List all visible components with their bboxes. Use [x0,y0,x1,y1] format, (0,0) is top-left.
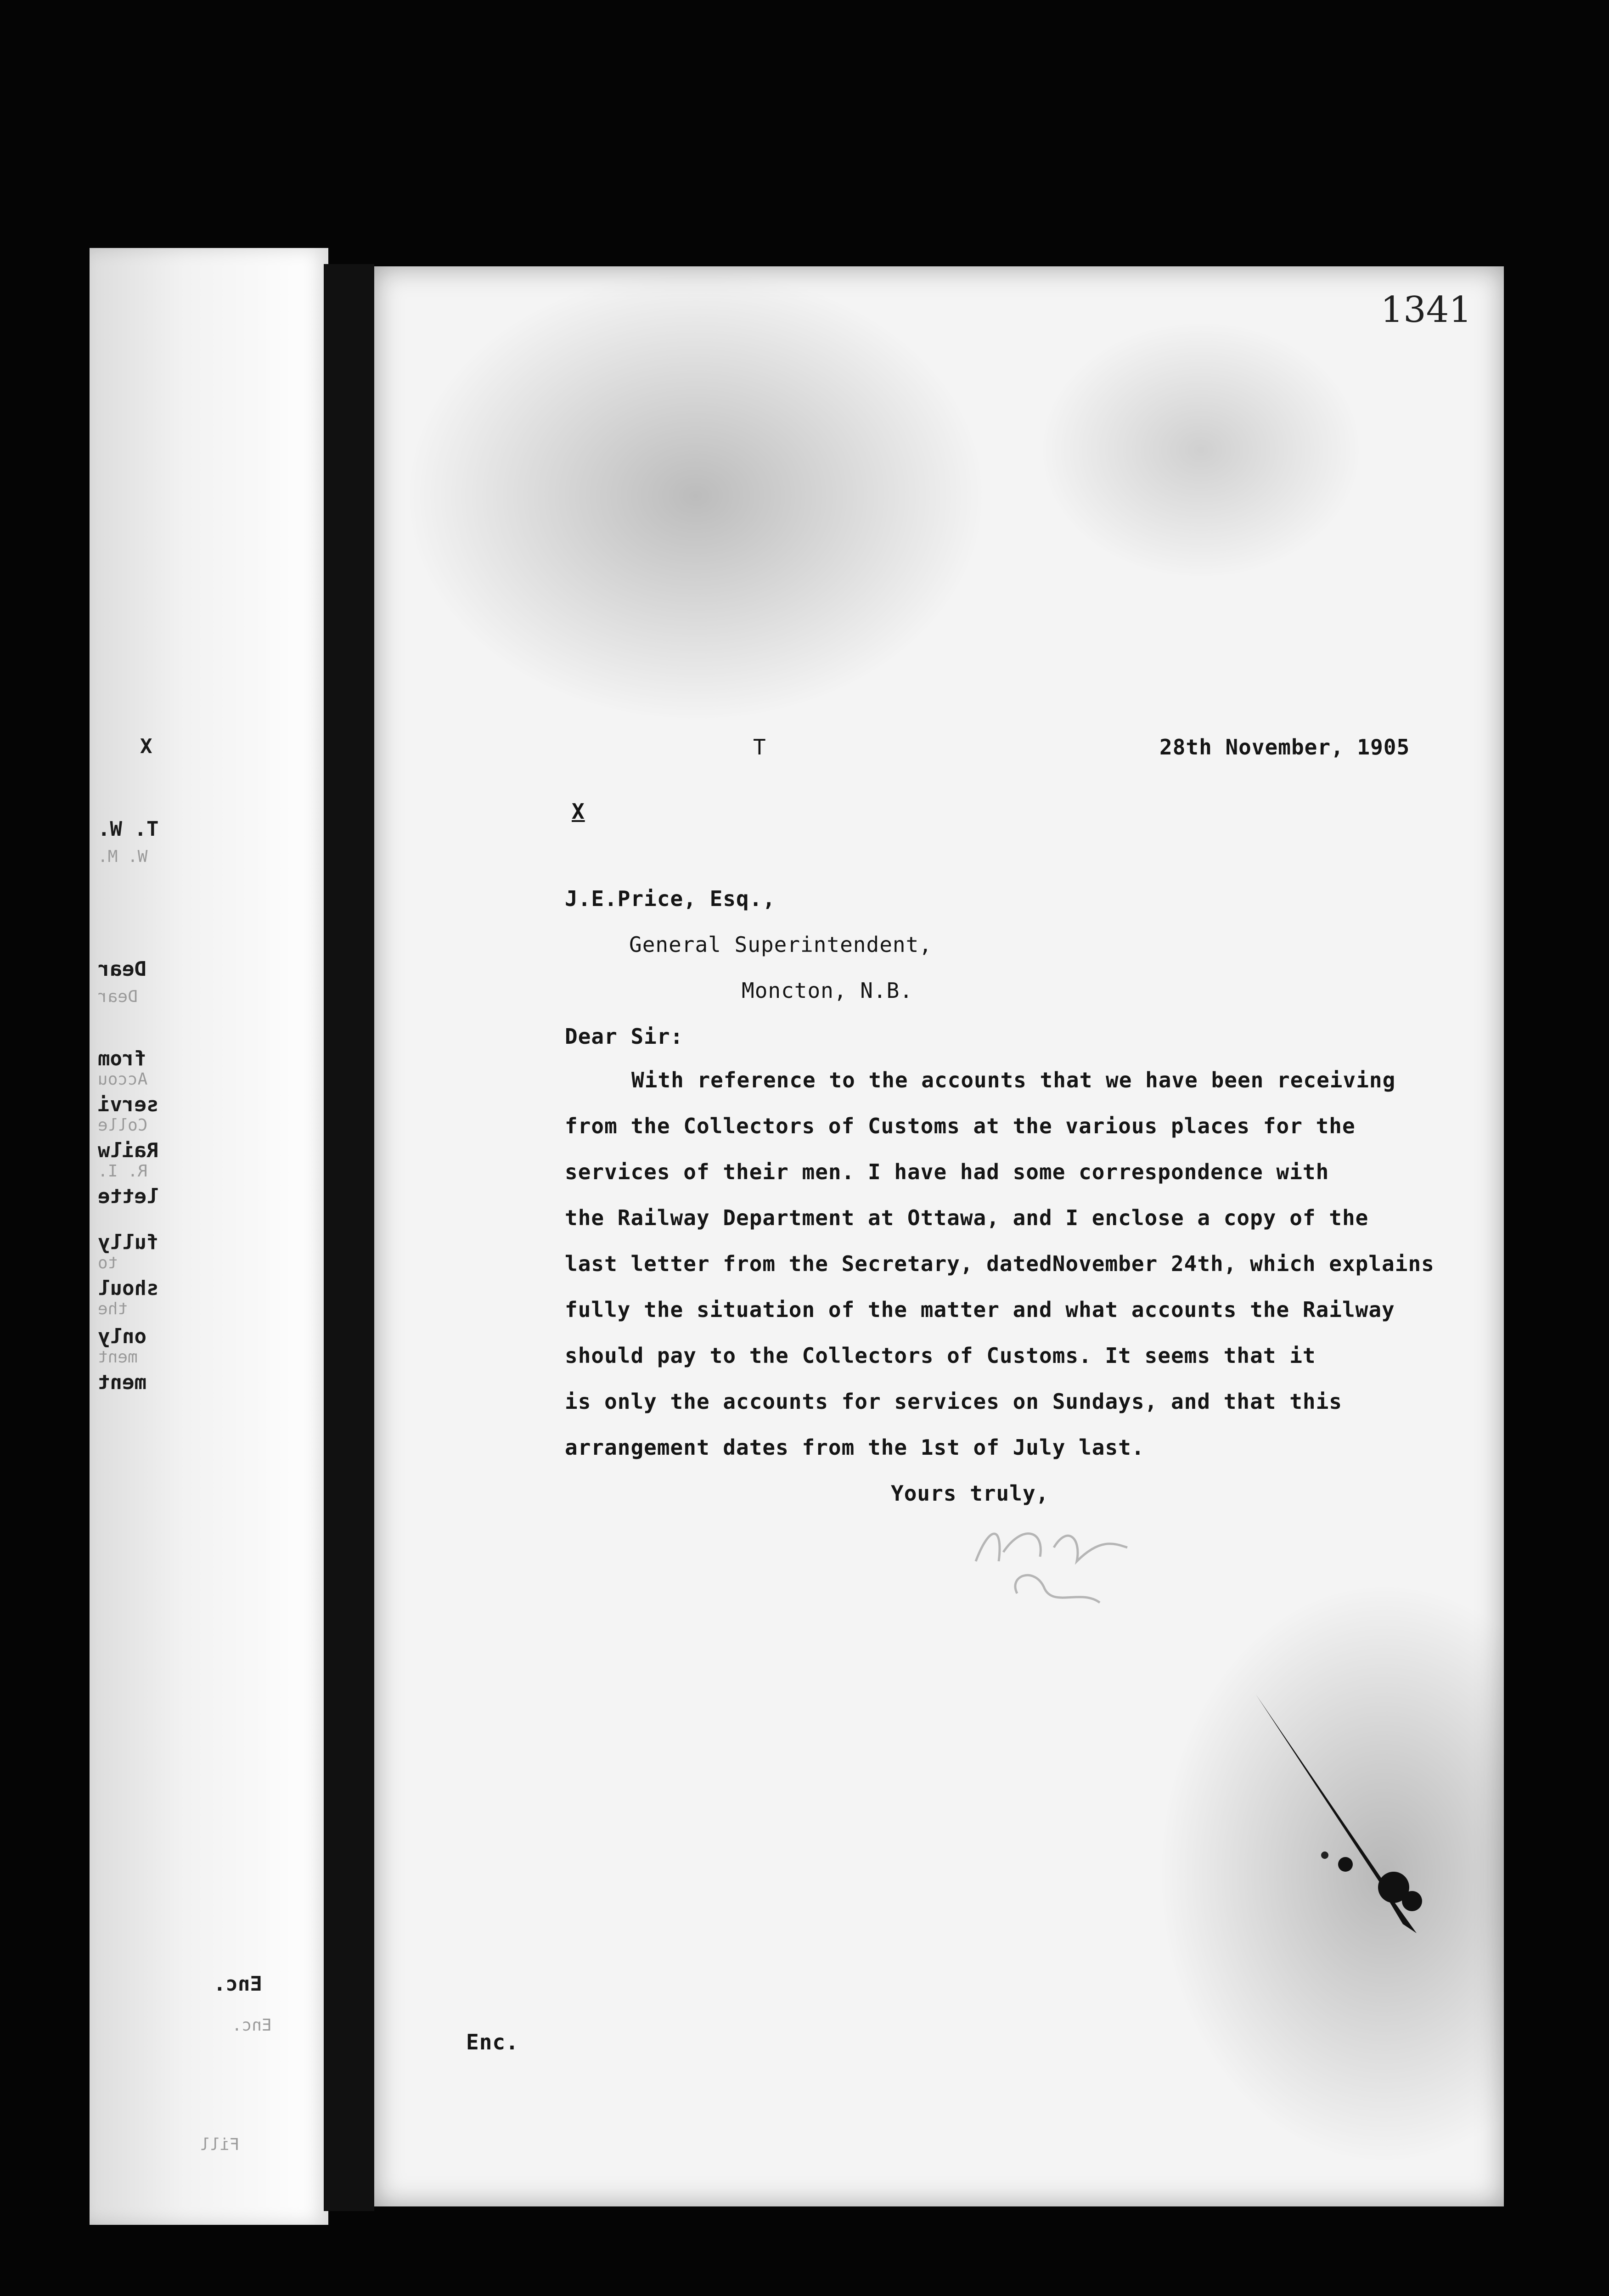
body-line: last letter from the Secretary, datedNovember 24th, which explains [565,1251,1435,1276]
body-line: With reference to the accounts that we have been receiving [631,1068,1396,1092]
strip-fragment: shoul [98,1277,159,1300]
body-line: from the Collectors of Customs at the various places for the [565,1114,1356,1138]
address-line: General Superintendent, [629,932,932,957]
strip-ghost-fragment: ment [98,1348,138,1367]
page-number: 1341 [1380,289,1472,331]
strip-fragment: Dear [98,957,146,981]
strip-fragment: servi [98,1093,159,1116]
t-mark: T [753,735,766,760]
body-line: is only the accounts for services on Sundays, and that this [565,1389,1342,1414]
letter-page [374,266,1504,2206]
letter-date: 28th November, 1905 [1159,735,1410,760]
salutation: Dear Sir: [565,1024,684,1049]
ink-blot [1242,1685,1453,1942]
address-line: J.E.Price, Esq., [565,886,776,911]
strip-ghost-fragment: Accou [98,1070,148,1089]
strip-ghost-fragment: Dear [98,987,138,1006]
binding-gutter [324,264,374,2211]
enclosure: Enc. [466,2030,519,2054]
strip-enc-ghost: Enc. [232,2016,272,2035]
strip-enc: Enc. [214,1972,262,1996]
strip-fragment: T. W. [98,817,159,841]
body-line: should pay to the Collectors of Customs. It seems that it [565,1343,1316,1368]
strip-fragment: from [98,1047,146,1070]
strip-ghost-fragment: Fill [200,2135,240,2154]
body-line: fully the situation of the matter and what accounts the Railway [565,1297,1395,1322]
left-page-strip [90,248,328,2225]
strip-fragment: fully [98,1231,159,1254]
strip-ghost-fragment: to [98,1254,118,1272]
body-line: the Railway Department at Ottawa, and I enclose a copy of the [565,1205,1369,1230]
strip-x-mark: X [140,735,152,758]
strip-fragment: Railw [98,1139,159,1162]
strip-ghost-fragment: W. M. [98,847,148,866]
strip-ghost-fragment: R. I. [98,1162,148,1181]
closing: Yours truly, [891,1481,1049,1506]
strip-fragment: lette [98,1185,159,1208]
strip-fragment: only [98,1325,146,1348]
strip-ghost-fragment: Colle [98,1116,148,1135]
signature [962,1497,1192,1616]
body-line: services of their men. I have had some correspondence with [565,1159,1329,1184]
x-mark: X [572,799,585,824]
strip-fragment: ment [98,1371,146,1394]
strip-ghost-fragment: the [98,1300,128,1318]
address-line: Moncton, N.B. [742,978,913,1003]
body-line: arrangement dates from the 1st of July last. [565,1435,1145,1460]
